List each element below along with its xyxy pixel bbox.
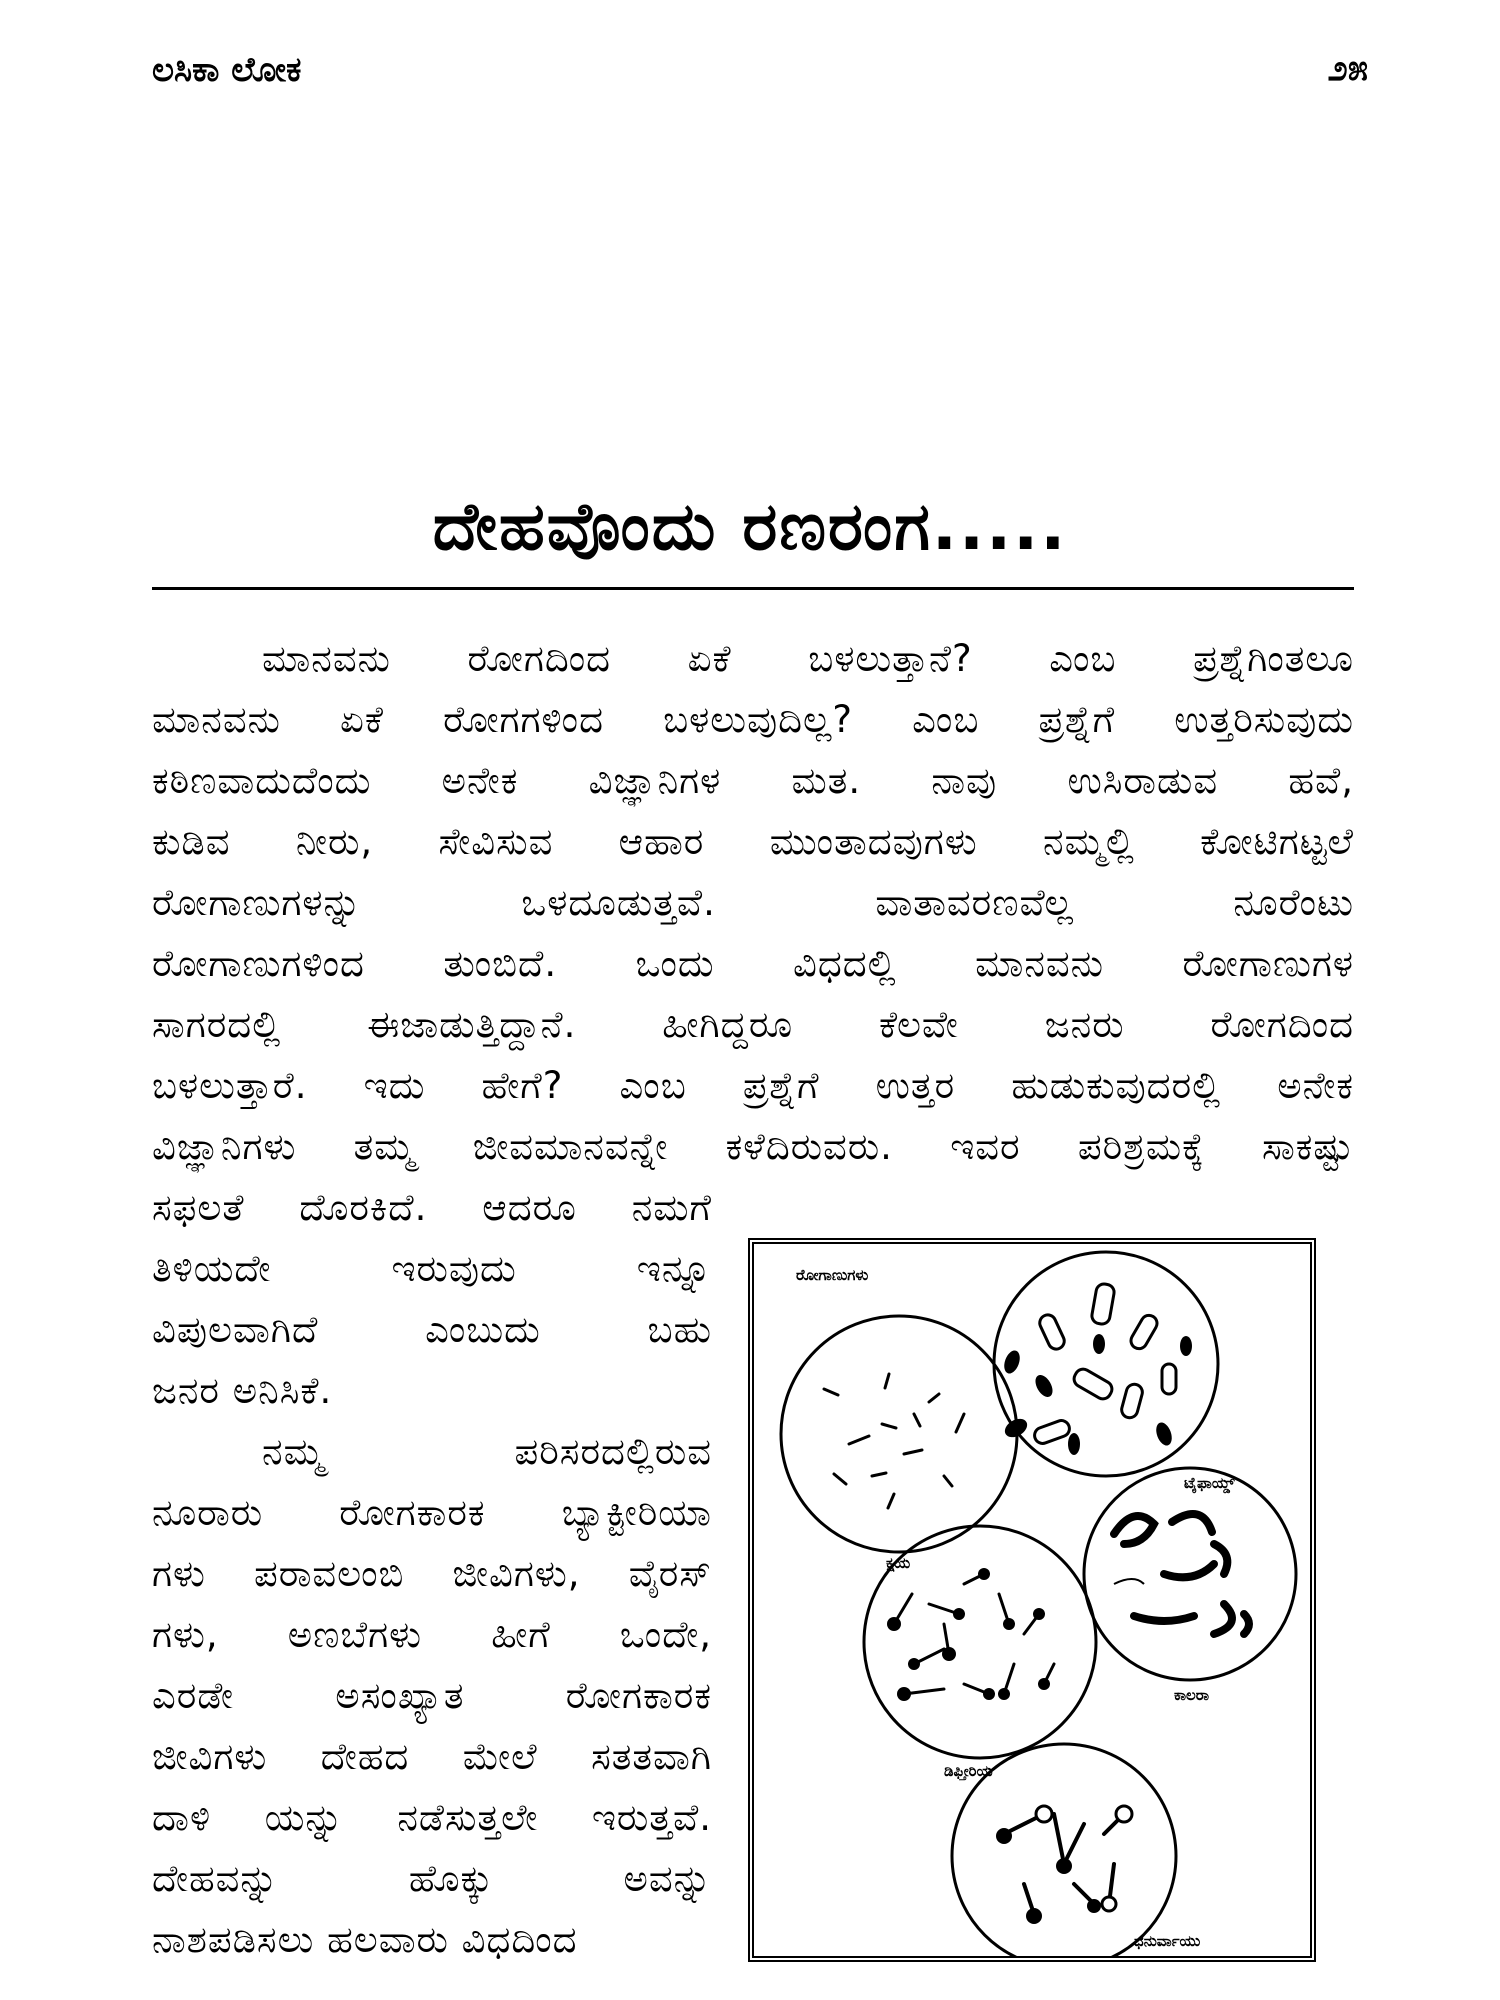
text-line: ಜೀವಿಗಳು ದೇಹದ ಮೇಲೆ ಸತತವಾಗಿ (152, 1735, 712, 1778)
text-line: ನೂರಾರು ರೋಗಕಾರಕ ಬ್ಯಾಕ್ಟೀರಿಯಾ (152, 1491, 712, 1534)
label-typhoid: ಟೈಫಾಯ್ಡ್ (1184, 1474, 1235, 1492)
text-line: ಮಾನವನು ಏಕೆ ರೋಗಗಳಿಂದ ಬಳಲುವುದಿಲ್ಲ? ಎಂಬ ಪ್ರಶ್ನೆಗೆ ಉತ್ತರಿಸುವುದು (152, 698, 1354, 741)
cholera-bacteria (1114, 1514, 1249, 1634)
chapter-title: ದೇಹವೊಂದು ರಣರಂಗ..... (432, 488, 1068, 565)
header-book-title: ಲಸಿಕಾ ಲೋಕ (152, 50, 302, 90)
text-line: ಕಠಿಣವಾದುದೆಂದು ಅನೇಕ ವಿಜ್ಞಾನಿಗಳ ಮತ. ನಾವು ಉಸಿರಾಡುವ ಹವೆ, (152, 759, 1354, 802)
paragraph-1 (152, 628, 1354, 1177)
typhoid-bacteria (1032, 1283, 1176, 1446)
label-diphtheria: ಡಿಫ್ತೀರಿಯ (944, 1762, 993, 1780)
tb-circle (781, 1316, 1017, 1552)
text-line: ಗಳು, ಅಣಬೆಗಳು ಹೀಗೆ ಒಂದೇ, (152, 1613, 712, 1656)
text-line: ಸಾಗರದಲ್ಲಿ ಈಜಾಡುತ್ತಿದ್ದಾನೆ. ಹೀಗಿದ್ದರೂ ಕೆಲವೇ ಜನರು ರೋಗದಿಂದ (152, 1003, 1354, 1046)
left-column (152, 1177, 712, 1970)
label-tetanus: ಧನುರ್ವಾಯು (1134, 1932, 1201, 1950)
text-line: ರೋಗಾಣುಗಳನ್ನು ಒಳದೂಡುತ್ತವೆ. ವಾತಾವರಣವೆಲ್ಲ ನೂರೆಂಟು (152, 881, 1354, 924)
text-line: ಗಳು ಪರಾವಲಂಬಿ ಜೀವಿಗಳು, ವೈರಸ್ (152, 1552, 712, 1595)
text-line: ಕುಡಿವ ನೀರು, ಸೇವಿಸುವ ಆಹಾರ ಮುಂತಾದವುಗಳು ನಮ್ಮಲ್ಲಿ ಕೋಟಿಗಟ್ಟಲೆ (152, 820, 1354, 863)
tetanus-dark-spores (996, 1828, 1101, 1924)
header-page-number: ೨೫ (1327, 48, 1368, 89)
figure-title: ರೋಗಾಣುಗಳು (796, 1266, 869, 1284)
text-line: ಮಾನವನು ರೋಗದಿಂದ ಏಕೆ ಬಳಲುತ್ತಾನೆ? ಎಂಬ ಪ್ರಶ್ನೆಗಿಂತಲೂ (262, 637, 1354, 680)
text-line: ಎರಡೇ ಅಸಂಖ್ಯಾತ ರೋಗಕಾರಕ (152, 1674, 712, 1717)
text-line: ಜನರ ಅನಿಸಿಕೆ. (152, 1369, 333, 1412)
text-line: ಸಫಲತೆ ದೊರಕಿದೆ. ಆದರೂ ನಮಗೆ (152, 1186, 712, 1229)
title-rule (152, 587, 1354, 590)
label-tb: ಕ್ಷಯ (886, 1554, 911, 1572)
text-line: ದೇಹವನ್ನು ಹೊಕ್ಕು ಅವನ್ನು (152, 1857, 712, 1900)
label-cholera: ಕಾಲರಾ (1174, 1686, 1209, 1704)
text-line: ದಾಳಿ ಯನ್ನು ನಡೆಸುತ್ತಲೇ ಇರುತ್ತವೆ. (152, 1796, 712, 1839)
text-line: ವಿಜ್ಞಾನಿಗಳು ತಮ್ಮ ಜೀವಮಾನವನ್ನೇ ಕಳೆದಿರುವರು. ಇವರ ಪರಿಶ್ರಮಕ್ಕೆ ಸಾಕಷ್ಟು (152, 1125, 1354, 1168)
tb-bacteria (824, 1374, 964, 1508)
text-line: ರೋಗಾಣುಗಳಿಂದ ತುಂಬಿದೆ. ಒಂದು ವಿಧದಲ್ಲಿ ಮಾನವನು ರೋಗಾಣುಗಳ (152, 942, 1354, 985)
diphtheria-club-heads (887, 1568, 1050, 1701)
text-line: ತಿಳಿಯದೇ ಇರುವುದು ಇನ್ನೂ (152, 1247, 712, 1290)
text-line: ಬಳಲುತ್ತಾರೆ. ಇದು ಹೇಗೆ? ಎಂಬ ಪ್ರಶ್ನೆಗೆ ಉತ್ತರ ಹುಡುಕುವುದರಲ್ಲಿ ಅನೇಕ (152, 1064, 1354, 1107)
text-line: ನಮ್ಮ ಪರಿಸರದಲ್ಲಿರುವ (262, 1430, 712, 1473)
germs-illustration (754, 1244, 1310, 1956)
text-line: ವಿಪುಲವಾಗಿದೆ ಎಂಬುದು ಬಹು (152, 1308, 712, 1351)
germs-figure (748, 1238, 1316, 1962)
diphtheria-bacteria (894, 1574, 1054, 1694)
text-line: ನಾಶಪಡಿಸಲು ಹಲವಾರು ವಿಧದಿಂದ (152, 1918, 578, 1961)
